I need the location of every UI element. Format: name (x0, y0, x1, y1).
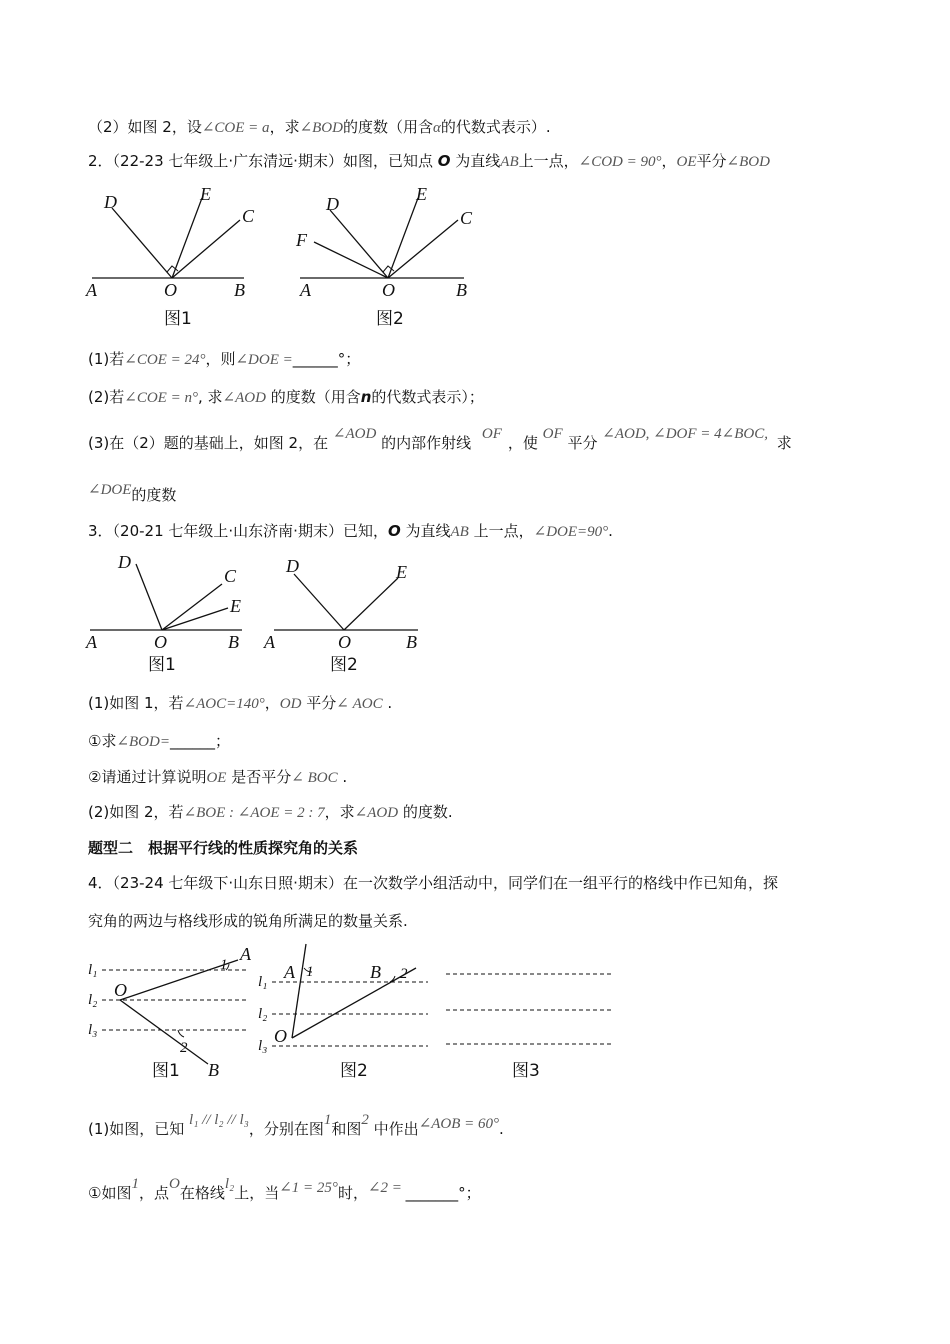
q2-figure-2 (292, 180, 482, 330)
q2-part2: (2)若∠COE = n°, 求∠AOD 的度数（用含n的代数式表示）； (88, 388, 484, 406)
q3-f1-caption: 图1 (148, 655, 176, 675)
q4-f1-label-l2: l₂ (88, 992, 98, 1008)
q4-part1: (1)如图，已知 l₁ // l₂ // l₃，分别在图1和图2 中作出∠AOB = 60°. (88, 1112, 504, 1138)
q4-f2-label-l3: l₃ (258, 1038, 268, 1054)
q4-f1-label-o: O (114, 980, 127, 1000)
section-title: 题型二 根据平行线的性质探究角的关系 (88, 839, 359, 857)
q4-figure-3 (440, 942, 620, 1082)
q3-f2-label-e: E (396, 562, 407, 582)
q4-f1-label-b: B (208, 1060, 219, 1080)
q4-f2-label-b: B (370, 962, 381, 982)
q4-f3-caption: 图3 (512, 1061, 540, 1081)
q4-f1-angle-2: 2 (180, 1040, 188, 1056)
q4-f2-label-o: O (274, 1026, 287, 1046)
q2-f2-label-e: E (416, 184, 427, 204)
q4-stem-line2: 究角的两边与格线形成的锐角所满足的数量关系. (88, 912, 408, 930)
q2-f2-label-o: O (382, 280, 395, 300)
q2-f1-label-b: B (234, 280, 245, 300)
q2-f1-label-d: D (104, 192, 117, 212)
q2-part3: (3)在（2）题的基础上，如图 2，在 ∠AOD 的内部作射线 OF ，使 OF 平分 ∠AOD, ∠DOF = 4∠BOC, 求 (88, 426, 792, 452)
q2-f1-label-e: E (200, 184, 211, 204)
q4-f1-label-a: A (240, 944, 251, 964)
q3-figure-1 (84, 548, 254, 678)
q4-figure-2 (256, 942, 436, 1082)
q2-f2-label-c: C (460, 208, 473, 228)
q4-f2-label-l2: l₂ (258, 1006, 268, 1022)
q3-f1-label-o: O (154, 632, 167, 652)
q2-f2-label-d: D (326, 194, 339, 214)
q4-stem-line1: 4．（23-24 七年级下·山东日照·期末）在一次数学小组活动中，同学们在一组平行的格线中作已知角，探 (88, 874, 778, 892)
q3-part1a: ①求∠BOD=______； (88, 732, 230, 750)
q4-f2-label-l1: l₁ (258, 974, 268, 990)
q3-f2-label-b: B (406, 632, 417, 652)
q2-f1-label-c: C (242, 206, 255, 226)
q3-f2-label-d: D (286, 556, 299, 576)
q2-stem: 2．（22-23 七年级上·广东清远·期末）如图，已知点 O 为直线AB上一点，∠COD = 90°，OE平分∠BOD (88, 152, 770, 170)
q2-f2-label-a: A (300, 280, 311, 300)
q4-f2-angle-2: 2 (400, 966, 408, 982)
q3-part1: (1)如图 1，若∠AOC=140°，OD 平分∠ AOC . (88, 694, 393, 712)
q3-f1-label-c: C (224, 566, 237, 586)
q4-part1a: ①如图1，点O在格线l₂上，当∠1 = 25°时，∠2 = _______°； (88, 1176, 481, 1202)
q3-f2-label-o: O (338, 632, 351, 652)
q3-f1-label-b: B (228, 632, 239, 652)
q3-f1-label-e: E (230, 596, 241, 616)
q3-part2: (2)如图 2，若∠BOE : ∠AOE = 2 : 7，求∠AOD 的度数. (88, 803, 453, 821)
q2-f2-label-b: B (456, 280, 467, 300)
q4-f1-label-l1: l₁ (88, 962, 98, 978)
q1-part2: （2）如图 2，设∠COE = a，求∠BOD的度数（用含α的代数式表示）. (88, 118, 551, 136)
q2-f1-caption: 图1 (164, 309, 192, 329)
q3-f1-label-d: D (118, 552, 131, 572)
q4-f2-label-a: A (284, 962, 295, 982)
q4-figure-1 (86, 942, 256, 1082)
q4-f2-caption: 图2 (340, 1061, 368, 1081)
q2-part3-cont: ∠DOE的度数 (88, 482, 177, 504)
q3-f2-caption: 图2 (330, 655, 358, 675)
q4-f2-angle-1: 1 (306, 964, 314, 980)
q3-stem: 3．（20-21 七年级上·山东济南·期末）已知，O 为直线AB 上一点，∠DOE=90°. (88, 522, 613, 540)
q2-f1-label-a: A (86, 280, 97, 300)
q3-f1-label-a: A (86, 632, 97, 652)
q2-f2-label-f: F (296, 230, 307, 250)
q4-f1-angle-1: 1 (220, 957, 228, 973)
q4-f1-caption: 图1 (152, 1061, 180, 1081)
q4-f1-label-l3: l₃ (88, 1022, 98, 1038)
q3-f2-label-a: A (264, 632, 275, 652)
q3-figure-2 (262, 548, 432, 678)
q3-part1b: ②请通过计算说明OE 是否平分∠ BOC . (88, 768, 348, 786)
q2-f1-label-o: O (164, 280, 177, 300)
q2-f2-caption: 图2 (376, 309, 404, 329)
q2-part1: (1)若∠COE = 24°，则∠DOE =______°； (88, 350, 361, 368)
q2-figure-1 (84, 180, 264, 330)
